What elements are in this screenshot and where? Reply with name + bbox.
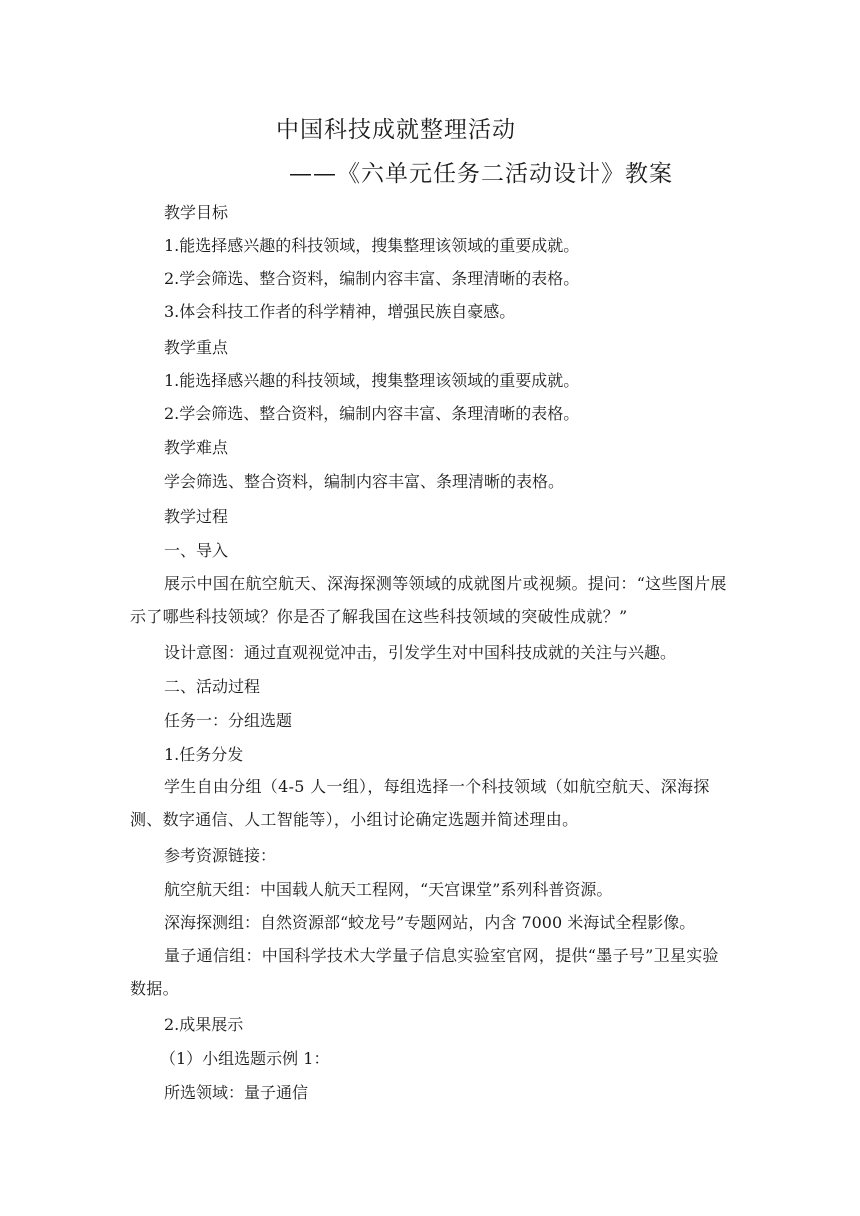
design-intent: 设计意图：通过直观视觉冲击，引发学生对中国科技成就的关注与兴趣。 xyxy=(164,643,677,662)
grouping-paragraph: 学生自由分组（4-5 人一组），每组选择一个科技领域（如航空航天、深海探测、数字通信、人工智能等），小组讨论确定选题并简述理由。 xyxy=(130,777,710,829)
resource-aerospace: 航空航天组：中国载人航天工程网，“天宫课堂”系列科普资源。 xyxy=(164,880,613,899)
difficulty-text: 学会筛选、整合资料，编制内容丰富、条理清晰的表格。 xyxy=(164,472,565,491)
results-heading: 2.成果展示 xyxy=(164,1015,244,1034)
key-point-2: 2.学会筛选、整合资料，编制内容丰富、条理清晰的表格。 xyxy=(164,404,580,423)
document-title: 中国科技成就整理活动 xyxy=(276,117,516,143)
example-heading: （1）小组选题示例 1： xyxy=(160,1049,330,1068)
section-intro-heading: 一、导入 xyxy=(164,541,229,560)
task-one-heading: 任务一：分组选题 xyxy=(164,711,293,730)
heading-process: 教学过程 xyxy=(164,507,229,526)
resource-quantum: 量子通信组：中国科学技术大学量子信息实验室官网，提供“墨子号”卫星实验数据。 xyxy=(130,946,719,998)
heading-teaching-goals: 教学目标 xyxy=(164,203,229,222)
goal-item-3: 3.体会科技工作者的科学精神，增强民族自豪感。 xyxy=(164,302,516,321)
task-distribution-heading: 1.任务分发 xyxy=(164,745,244,764)
resource-deep-sea: 深海探测组：自然资源部“蛟龙号”专题网站，内含 7000 米海试全程影像。 xyxy=(164,913,696,932)
intro-paragraph: 展示中国在航空航天、深海探测等领域的成就图片或视频。提问：“这些图片展示了哪些科技领域？你是否了解我国在这些科技领域的突破性成就？” xyxy=(130,574,727,626)
goal-item-2: 2.学会筛选、整合资料，编制内容丰富、条理清晰的表格。 xyxy=(164,269,580,288)
section-activity-heading: 二、活动过程 xyxy=(164,677,261,696)
goal-item-1: 1.能选择感兴趣的科技领域，搜集整理该领域的重要成就。 xyxy=(164,236,580,255)
document-subtitle: ——《六单元任务二活动设计》教案 xyxy=(289,161,673,187)
key-point-1: 1.能选择感兴趣的科技领域，搜集整理该领域的重要成就。 xyxy=(164,371,580,390)
selected-field: 所选领域：量子通信 xyxy=(164,1083,309,1102)
heading-difficulties: 教学难点 xyxy=(164,438,229,457)
resource-links-heading: 参考资源链接： xyxy=(164,846,277,865)
heading-key-points: 教学重点 xyxy=(164,338,229,357)
